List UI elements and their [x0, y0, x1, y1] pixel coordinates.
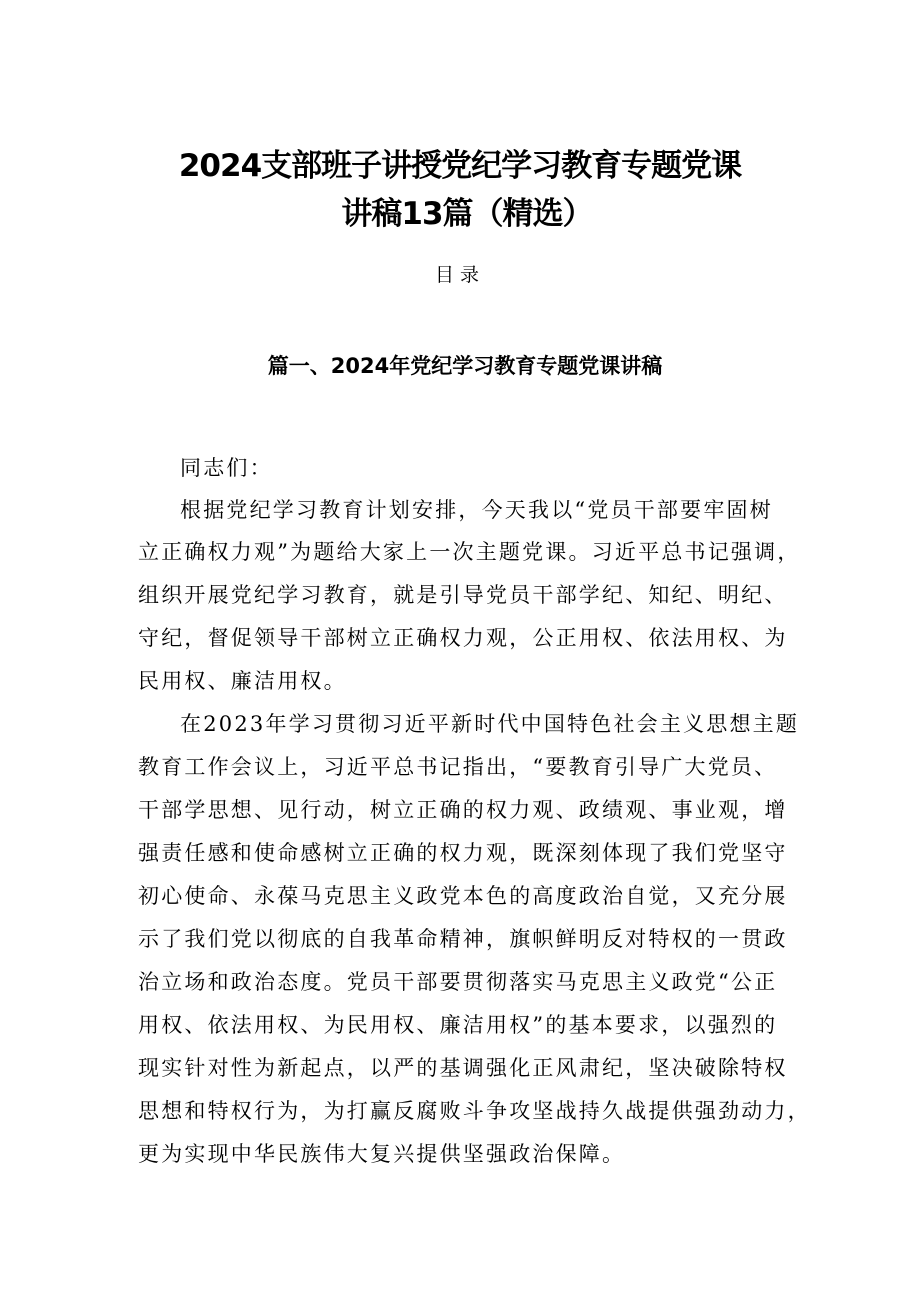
document-title-line-1: 2024支部班子讲授党纪学习教育专题党课	[178, 148, 742, 184]
paragraph-1-line: 立正确权力观”为题给大家上一次主题党课。习近平总书记强调，	[138, 540, 801, 564]
paragraph-2-line: 用权、依法用权、为民用权、廉洁用权”的基本要求，以强烈的	[138, 1013, 778, 1037]
paragraph-1-line: 守纪，督促领导干部树立正确权力观，公正用权、依法用权、为	[138, 626, 788, 650]
paragraph-1-line: 组织开展党纪学习教育，就是引导党员干部学纪、知纪、明纪、	[138, 583, 788, 607]
paragraph-2-line: 示了我们党以彻底的自我革命精神，旗帜鲜明反对特权的一贯政	[138, 927, 788, 951]
paragraph-1-line: 民用权、廉洁用权。	[138, 669, 347, 693]
paragraph-2-line: 初心使命、永葆马克思主义政党本色的高度政治自觉，又充分展	[138, 884, 788, 908]
paragraph-2-line: 思想和特权行为，为打赢反腐败斗争攻坚战持久战提供强劲动力，	[138, 1099, 811, 1123]
paragraph-2-line: 在2023年学习贯彻习近平新时代中国特色社会主义思想主题	[180, 712, 800, 736]
paragraph-2-line: 更为实现中华民族伟大复兴提供坚强政治保障。	[138, 1142, 626, 1166]
paragraph-1-line: 根据党纪学习教育计划安排，今天我以“党员干部要牢固树	[180, 498, 773, 522]
paragraph-2-line: 干部学思想、见行动，树立正确的权力观、政绩观、事业观，增	[138, 798, 788, 822]
salutation: 同志们：	[180, 456, 273, 480]
paragraph-2-line: 治立场和政治态度。党员干部要贯彻落实马克思主义政党“公正	[138, 970, 778, 994]
section-heading: 篇一、2024年党纪学习教育专题党课讲稿	[267, 354, 663, 378]
paragraph-2-line: 强责任感和使命感树立正确的权力观，既深刻体现了我们党坚守	[138, 841, 788, 865]
document-title-line-2: 讲稿13篇（精选）	[341, 196, 593, 232]
paragraph-2-line: 现实针对性为新起点，以严的基调强化正风肃纪，坚决破除特权	[138, 1056, 788, 1080]
paragraph-2-line: 教育工作会议上，习近平总书记指出，“要教育引导广大党员、	[138, 755, 778, 779]
table-of-contents-label: 目录	[434, 264, 485, 286]
